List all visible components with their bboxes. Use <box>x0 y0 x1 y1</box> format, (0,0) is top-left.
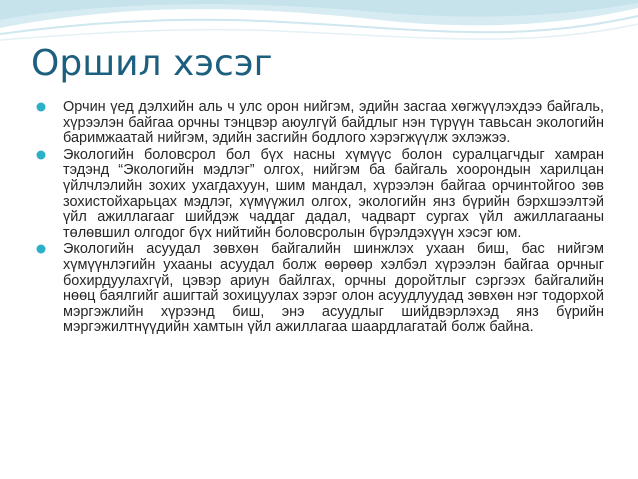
page-title: Оршил хэсэг <box>31 43 273 84</box>
bullet-text: Орчин үед дэлхийн аль ч улс орон нийгэм, эдийн засгаа хөгжүүлэхдээ байгаль, хүрээлэн байгаа орчны тэнцвэр аюулгүй байдлыг нэн түрүүн тавьсан экологийн баримжаатай нийгэм, эдийн засгийн бодлого хэрэгжүүлж эхлэжээ. <box>63 99 604 147</box>
bullet-text: Экологийн асуудал зөвхөн байгалийн шинжлэх ухаан биш, бас нийгэм хүмүүнлэгийн ухааны асуудал болж өөрөөр хэлбэл хүрээлэн байгаа орчныг бохирдуулахгүй, цэвэр ариун байлгах, орчны доройтлыг сэргээх байгалийн нөөц баялгийг ашигтай зохицуулах зэрэг олон асуудлуудад зөвхөн нэг тодорхой мэргэжлийн хүрээнд биш, энэ асуудлыг шийдвэрлэхэд янз бүрийн мэргэжилтнүүдийн хамтын үйл ажиллагаа шаардлагатай болж байна. <box>63 241 604 336</box>
bullet-circle-icon <box>35 101 47 113</box>
bullet-circle-icon <box>35 243 47 255</box>
bullet-text: Экологийн боловсрол бол бүх насны хүмүүс болон суралцагчдыг хамран тэдэнд “Экологийн мэдлэг” олгох, нийгэм ба байгаль хоорондын харилцан үйлчлэлийн зохих ухагдахуун, шим мандал, хүрээлэн байгаа орчинтойгоо зөв зохистойхарьцах мэдлэг, хүмүүжил олгох, экологийн янз бүрийн бэрхшээлтэй үйл ажиллагааг шийдэж чаддаг дадал, чадварт сургах үйл ажиллагааны төлөвшил олгодог бүх нийтийн боловсролын бүрэлдэхүүн хэсэг юм. <box>63 146 604 241</box>
bullet-list <box>34 100 604 336</box>
bullet-item <box>34 148 604 242</box>
bullet-circle-icon <box>35 149 47 161</box>
bullet-item <box>34 242 604 336</box>
bullet-item <box>34 100 604 147</box>
